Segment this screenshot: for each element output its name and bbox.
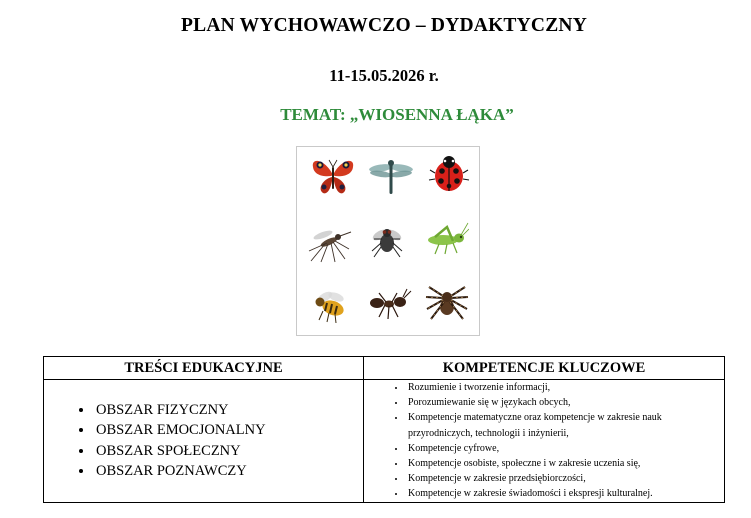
topic-heading: TEMAT: „WIOSENNA ŁĄKA”: [280, 105, 514, 124]
column-header-educational-content: TREŚCI EDUKACYJNE: [44, 357, 364, 380]
date-range: 11-15.05.2026 r.: [329, 66, 439, 85]
list-item: • Kompetencje matematyczne oraz kompetencje w zakresie nauk przyrodniczych, technologii i inżynierii,: [406, 410, 724, 440]
spider-icon: [423, 281, 471, 323]
list-item: • Kompetencje cyfrowe,: [406, 441, 724, 456]
list-item: • Kompetencje w zakresie świadomości i ekspresji kulturalnej.: [406, 486, 724, 501]
ladybug-icon: [425, 153, 473, 195]
competences-list: [364, 380, 724, 502]
list-item: • Kompetencje osobiste, społeczne i w zakresie uczenia się,: [406, 456, 724, 471]
page-title: PLAN WYCHOWAWCZO – DYDAKTYCZNY: [181, 15, 587, 36]
competences-cell: [364, 380, 725, 503]
list-item: • OBSZAR SPOŁECZNY: [94, 441, 363, 462]
list-item: • Porozumiewanie się w językach obcych,: [406, 395, 724, 410]
mosquito-icon: [305, 221, 353, 263]
grasshopper-icon: [421, 219, 469, 261]
list-item: • Rozumienie i tworzenie informacji,: [406, 380, 724, 395]
fly-icon: [363, 219, 411, 261]
areas-list: [44, 400, 363, 482]
educational-areas-cell: [44, 380, 364, 503]
insects-illustration: [296, 146, 480, 336]
butterfly-icon: [309, 155, 357, 197]
list-item: • Kompetencje w zakresie przedsiębiorczości,: [406, 471, 724, 486]
table-header-row: [44, 357, 725, 380]
table-row: [44, 380, 725, 503]
list-item: • OBSZAR EMOCJONALNY: [94, 420, 363, 441]
list-item: • OBSZAR POZNAWCZY: [94, 461, 363, 482]
dragonfly-icon: [367, 155, 415, 197]
list-item: • OBSZAR FIZYCZNY: [94, 400, 363, 421]
column-header-key-competences: KOMPETENCJE KLUCZOWE: [364, 357, 725, 380]
bee-icon: [307, 283, 355, 325]
ant-icon: [365, 283, 413, 325]
plan-table: [43, 356, 725, 503]
